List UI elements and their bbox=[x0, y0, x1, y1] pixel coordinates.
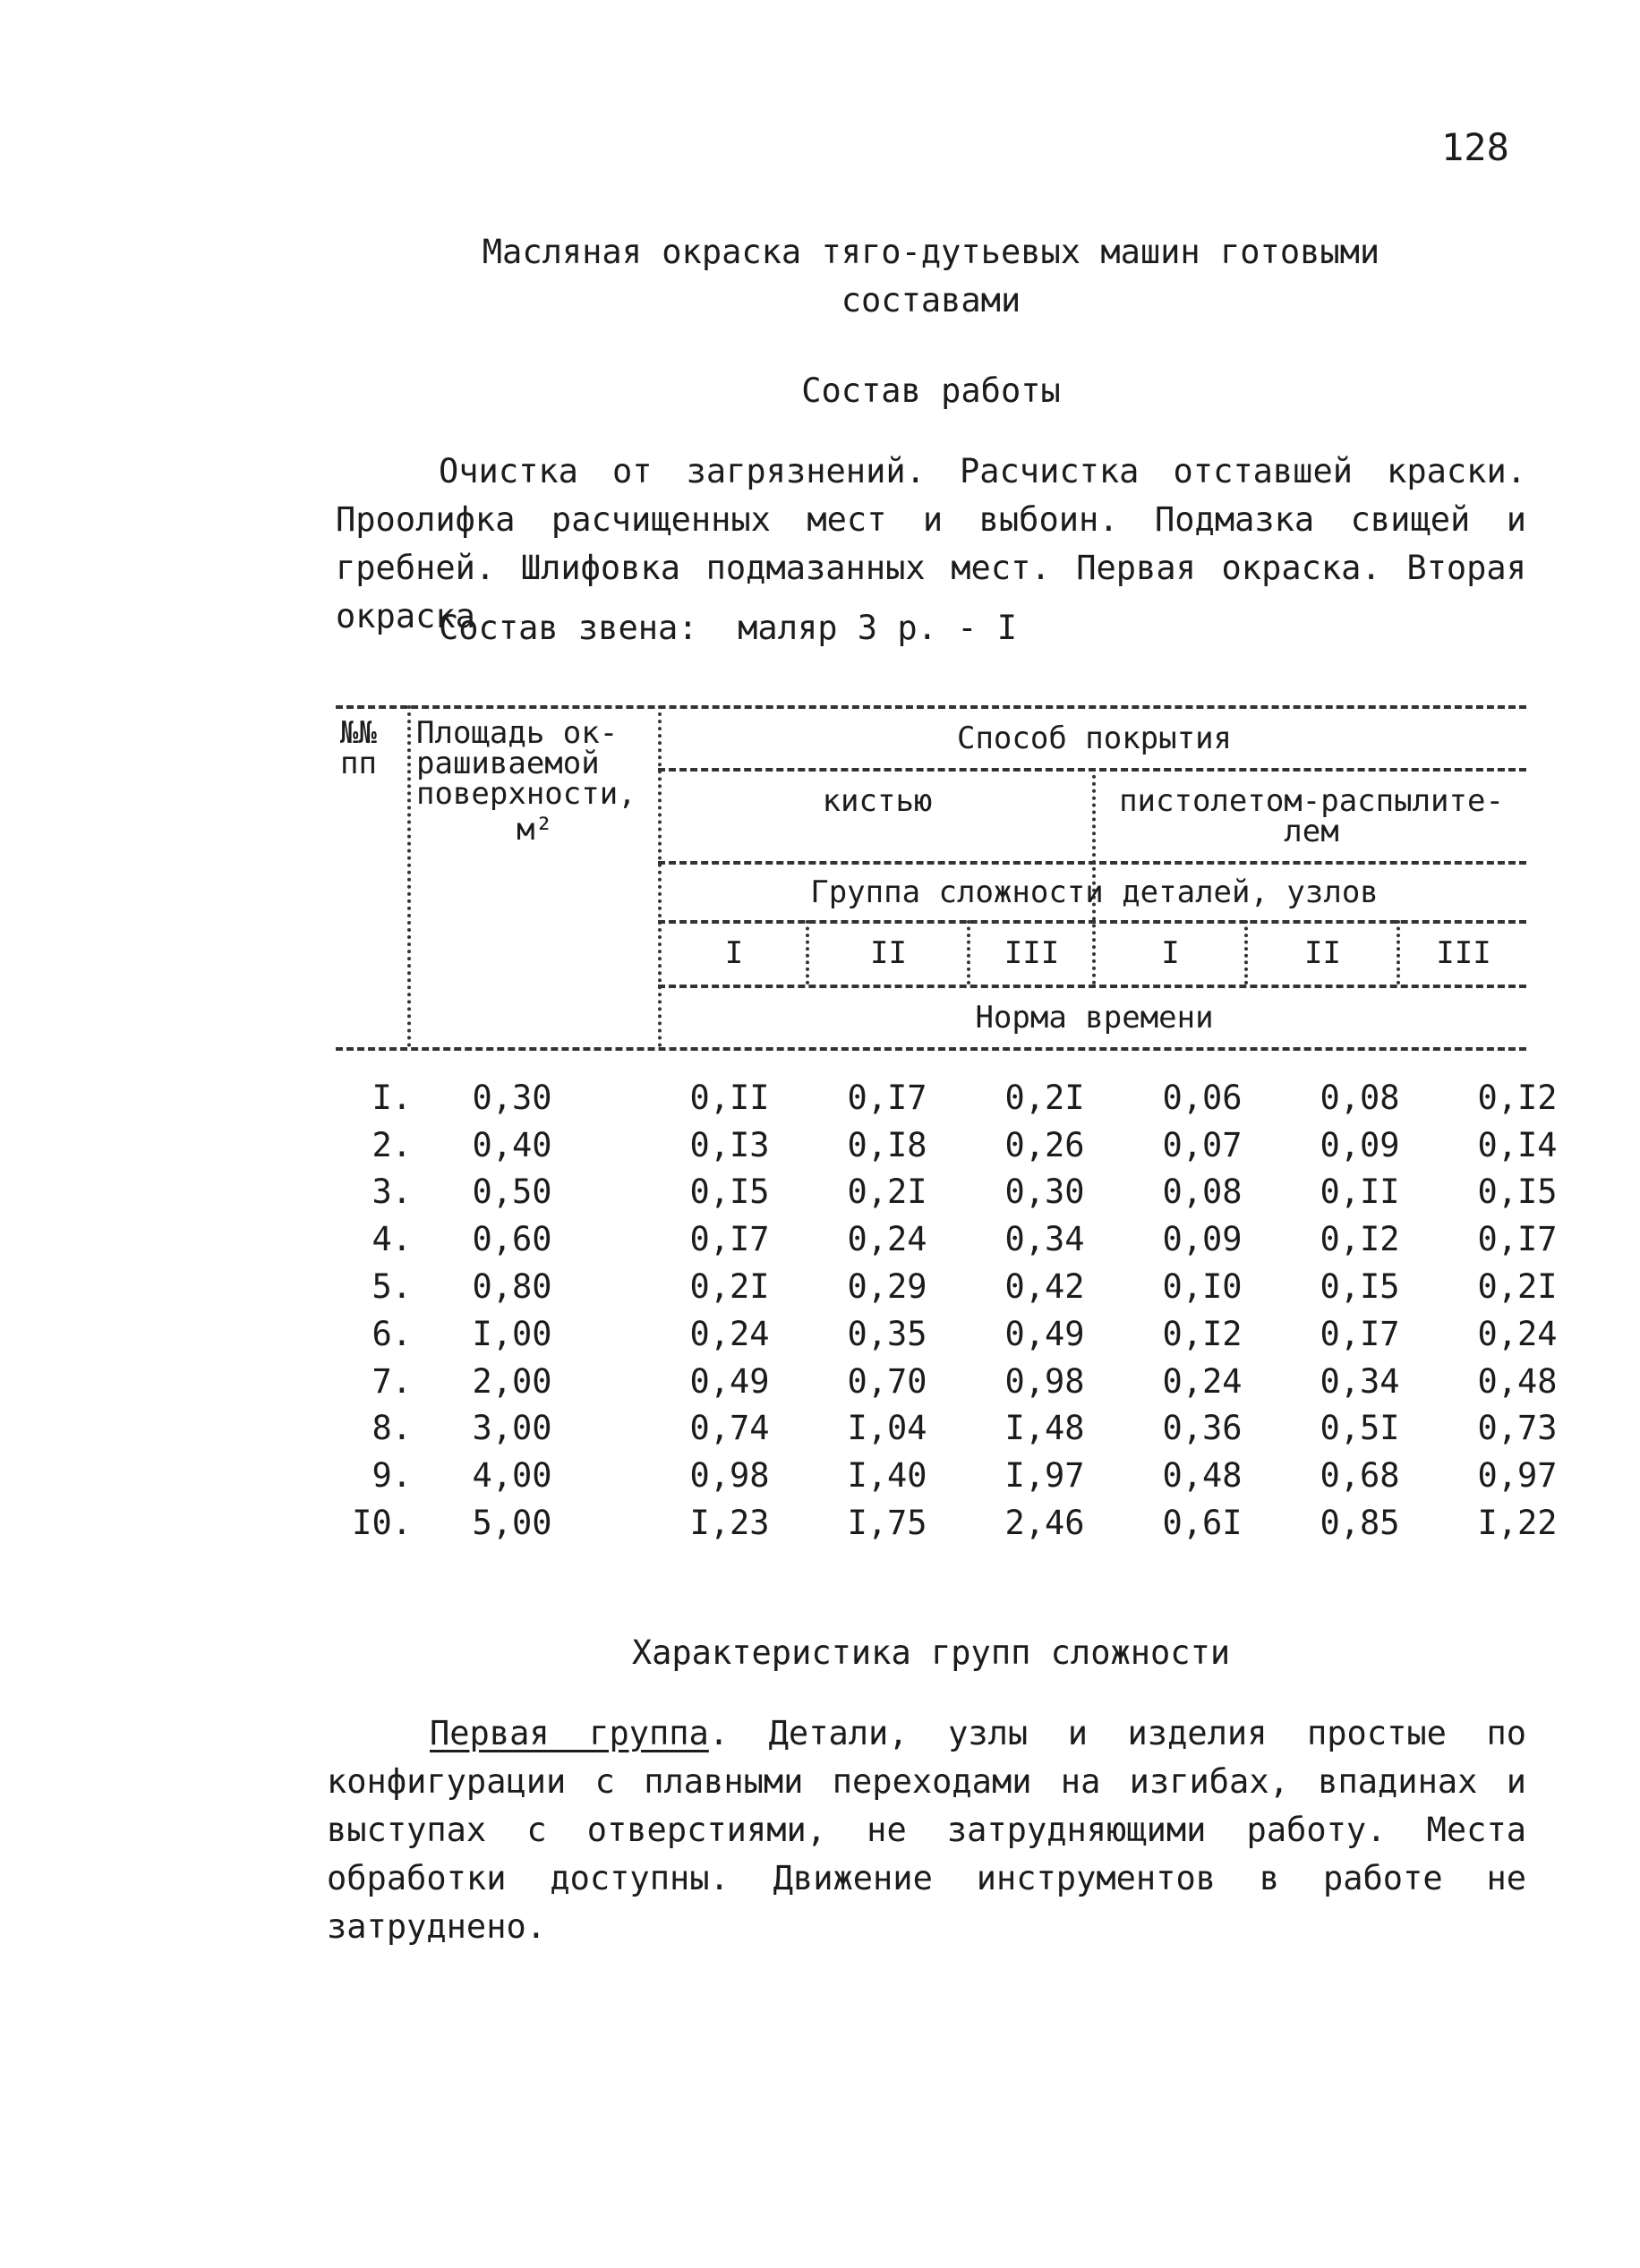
row-number: I0. bbox=[352, 1504, 412, 1543]
header-area-line-1: Площадь ок- bbox=[416, 715, 619, 751]
cell-spray-g2: 0,68 bbox=[1320, 1456, 1400, 1496]
header-norm: Норма времени bbox=[975, 1000, 1214, 1036]
header-rule-groups bbox=[658, 985, 1526, 988]
cell-brush-g1: 0,49 bbox=[689, 1361, 770, 1401]
row-number: 7. bbox=[372, 1361, 412, 1401]
header-col-rule-g2 bbox=[806, 920, 809, 985]
cell-brush-g1: 0,I5 bbox=[689, 1172, 770, 1212]
cell-spray-g2: 0,5I bbox=[1320, 1409, 1400, 1448]
row-area: 5,00 bbox=[472, 1504, 552, 1543]
header-col-rule-area bbox=[658, 705, 662, 1047]
title-line-1: Масляная окраска тяго-дутьевых машин готовыми bbox=[482, 233, 1380, 271]
row-area: 0,40 bbox=[472, 1125, 552, 1164]
header-col-rule-g6 bbox=[1397, 920, 1400, 985]
cell-spray-g3: 0,I5 bbox=[1477, 1172, 1558, 1212]
cell-brush-g3: 0,30 bbox=[1004, 1172, 1085, 1212]
cell-spray-g3: 0,I4 bbox=[1477, 1125, 1558, 1164]
header-num-line-2: пп bbox=[340, 746, 377, 781]
cell-spray-g2: 0,85 bbox=[1320, 1504, 1400, 1543]
row-number: 3. bbox=[372, 1172, 412, 1212]
row-number: 5. bbox=[372, 1267, 412, 1307]
header-area-unit: м² bbox=[517, 812, 553, 848]
group-1-text: . Детали, узлы и изделия простые по конфигурации с плавными переходами на изгибах, впадинах и выступах с отверстиями, не затрудняющими работу. Места обработки доступны. Движение инструментов в работе не затруднено. bbox=[327, 1714, 1526, 1946]
crew-value: маляр 3 р. - I bbox=[738, 609, 1018, 647]
cell-spray-g3: 0,I7 bbox=[1477, 1220, 1558, 1259]
cell-brush-g3: 0,42 bbox=[1004, 1267, 1085, 1307]
header-area-line-3: поверхности, bbox=[416, 776, 636, 812]
cell-spray-g3: 0,73 bbox=[1477, 1409, 1558, 1448]
cell-brush-g1: 0,24 bbox=[689, 1314, 770, 1353]
cell-spray-g3: 0,97 bbox=[1477, 1456, 1558, 1496]
cell-brush-g2: 0,I7 bbox=[847, 1078, 927, 1117]
row-area: 0,50 bbox=[472, 1172, 552, 1212]
table-row bbox=[322, 1121, 1596, 1169]
cell-brush-g3: 2,46 bbox=[1004, 1504, 1085, 1543]
row-number: 6. bbox=[372, 1314, 412, 1353]
cell-spray-g1: 0,I2 bbox=[1162, 1314, 1243, 1353]
header-group-brush-2: II bbox=[870, 935, 907, 971]
row-area: I,00 bbox=[472, 1314, 552, 1353]
cell-brush-g2: 0,24 bbox=[847, 1220, 927, 1259]
cell-brush-g3: 0,49 bbox=[1004, 1314, 1085, 1353]
header-col-rule-g5 bbox=[1244, 920, 1248, 985]
cell-brush-g3: 0,26 bbox=[1004, 1125, 1085, 1164]
row-number: 2. bbox=[372, 1125, 412, 1164]
table-row bbox=[322, 1215, 1596, 1263]
row-area: 2,00 bbox=[472, 1361, 552, 1401]
cell-brush-g3: I,97 bbox=[1004, 1456, 1085, 1496]
cell-spray-g1: 0,09 bbox=[1162, 1220, 1243, 1259]
header-spray-line-1: пистолетом-распылите- bbox=[1119, 783, 1504, 819]
cell-spray-g2: 0,34 bbox=[1320, 1361, 1400, 1401]
title-line-2: составами bbox=[841, 281, 1021, 320]
cell-brush-g2: I,75 bbox=[847, 1504, 927, 1543]
row-number: 9. bbox=[372, 1456, 412, 1496]
cell-spray-g2: 0,II bbox=[1320, 1172, 1400, 1212]
cell-brush-g1: 0,II bbox=[689, 1078, 770, 1117]
group-1-label: Первая группа bbox=[430, 1714, 709, 1752]
cell-spray-g2: 0,I2 bbox=[1320, 1220, 1400, 1259]
cell-spray-g2: 0,I7 bbox=[1320, 1314, 1400, 1353]
table-row bbox=[322, 1263, 1596, 1310]
header-col-rule-g3 bbox=[967, 920, 970, 985]
cell-spray-g3: I,22 bbox=[1477, 1504, 1558, 1543]
header-group-brush-1: I bbox=[724, 935, 744, 971]
cell-spray-g1: 0,36 bbox=[1162, 1409, 1243, 1448]
header-group-brush-3: III bbox=[1004, 935, 1060, 971]
row-number: 8. bbox=[372, 1409, 412, 1448]
cell-spray-g1: 0,08 bbox=[1162, 1172, 1243, 1212]
cell-brush-g3: 0,34 bbox=[1004, 1220, 1085, 1259]
cell-spray-g1: 0,6I bbox=[1162, 1504, 1243, 1543]
cell-brush-g2: 0,2I bbox=[847, 1172, 927, 1212]
header-brush: кистью bbox=[822, 783, 933, 819]
cell-spray-g3: 0,2I bbox=[1477, 1267, 1558, 1307]
header-area-line-2: рашиваемой bbox=[416, 746, 600, 781]
table-row bbox=[322, 1074, 1596, 1121]
cell-brush-g1: 0,I7 bbox=[689, 1220, 770, 1259]
header-complexity: Группа сложности деталей, узлов bbox=[810, 874, 1379, 910]
cell-spray-g2: 0,I5 bbox=[1320, 1267, 1400, 1307]
cell-brush-g2: I,40 bbox=[847, 1456, 927, 1496]
cell-spray-g1: 0,07 bbox=[1162, 1125, 1243, 1164]
crew-composition bbox=[439, 609, 1017, 647]
cell-spray-g1: 0,48 bbox=[1162, 1456, 1243, 1496]
table-row bbox=[322, 1405, 1596, 1453]
cell-brush-g2: 0,70 bbox=[847, 1361, 927, 1401]
page-number: 128 bbox=[1441, 125, 1509, 169]
table-row bbox=[322, 1452, 1596, 1499]
cell-brush-g1: 0,2I bbox=[689, 1267, 770, 1307]
row-area: 4,00 bbox=[472, 1456, 552, 1496]
cell-spray-g2: 0,08 bbox=[1320, 1078, 1400, 1117]
cell-spray-g1: 0,06 bbox=[1162, 1078, 1243, 1117]
header-bottom-rule bbox=[336, 1047, 1526, 1051]
row-area: 0,80 bbox=[472, 1267, 552, 1307]
header-group-spray-1: I bbox=[1161, 935, 1180, 971]
header-group-spray-3: III bbox=[1436, 935, 1491, 971]
cell-brush-g1: 0,I3 bbox=[689, 1125, 770, 1164]
cell-spray-g3: 0,I2 bbox=[1477, 1078, 1558, 1117]
cell-brush-g2: 0,29 bbox=[847, 1267, 927, 1307]
group-1-description bbox=[327, 1710, 1526, 1951]
cell-brush-g1: I,23 bbox=[689, 1504, 770, 1543]
header-method: Способ покрытия bbox=[956, 720, 1233, 756]
table-row bbox=[322, 1499, 1596, 1547]
work-composition-heading: Состав работы bbox=[801, 371, 1061, 410]
cell-brush-g1: 0,74 bbox=[689, 1409, 770, 1448]
cell-brush-g3: 0,98 bbox=[1004, 1361, 1085, 1401]
cell-brush-g2: I,04 bbox=[847, 1409, 927, 1448]
header-spray-line-2: лем bbox=[1284, 814, 1339, 849]
row-area: 3,00 bbox=[472, 1409, 552, 1448]
table-row bbox=[322, 1310, 1596, 1358]
row-number: I. bbox=[372, 1078, 412, 1117]
header-col-rule-num bbox=[407, 705, 411, 1047]
row-area: 0,60 bbox=[472, 1220, 552, 1259]
cell-brush-g2: 0,I8 bbox=[847, 1125, 927, 1164]
work-description: Очистка от загрязнений. Расчистка отставшей краски. Проолифка расчищенных мест и выбоин. Подмазка свищей и гребней. Шлифовка подмазанных мест. Первая окраска. Вторая окраска bbox=[336, 452, 1526, 635]
table-row bbox=[322, 1169, 1596, 1216]
cell-spray-g1: 0,I0 bbox=[1162, 1267, 1243, 1307]
cell-spray-g2: 0,09 bbox=[1320, 1125, 1400, 1164]
cell-spray-g1: 0,24 bbox=[1162, 1361, 1243, 1401]
page-title bbox=[0, 228, 1640, 325]
cell-brush-g2: 0,35 bbox=[847, 1314, 927, 1353]
table-row bbox=[322, 1358, 1596, 1405]
header-group-spray-2: II bbox=[1304, 935, 1341, 971]
header-num-line-1: №№ bbox=[340, 715, 377, 751]
crew-label: Состав звена: bbox=[439, 609, 698, 647]
header-top-rule bbox=[336, 705, 1526, 709]
cell-spray-g3: 0,24 bbox=[1477, 1314, 1558, 1353]
cell-spray-g3: 0,48 bbox=[1477, 1361, 1558, 1401]
cell-brush-g3: 0,2I bbox=[1004, 1078, 1085, 1117]
norms-table bbox=[322, 1074, 1596, 1547]
row-area: 0,30 bbox=[472, 1078, 552, 1117]
cell-brush-g1: 0,98 bbox=[689, 1456, 770, 1496]
row-number: 4. bbox=[372, 1220, 412, 1259]
complexity-groups-heading: Характеристика групп сложности bbox=[631, 1633, 1231, 1672]
cell-brush-g3: I,48 bbox=[1004, 1409, 1085, 1448]
